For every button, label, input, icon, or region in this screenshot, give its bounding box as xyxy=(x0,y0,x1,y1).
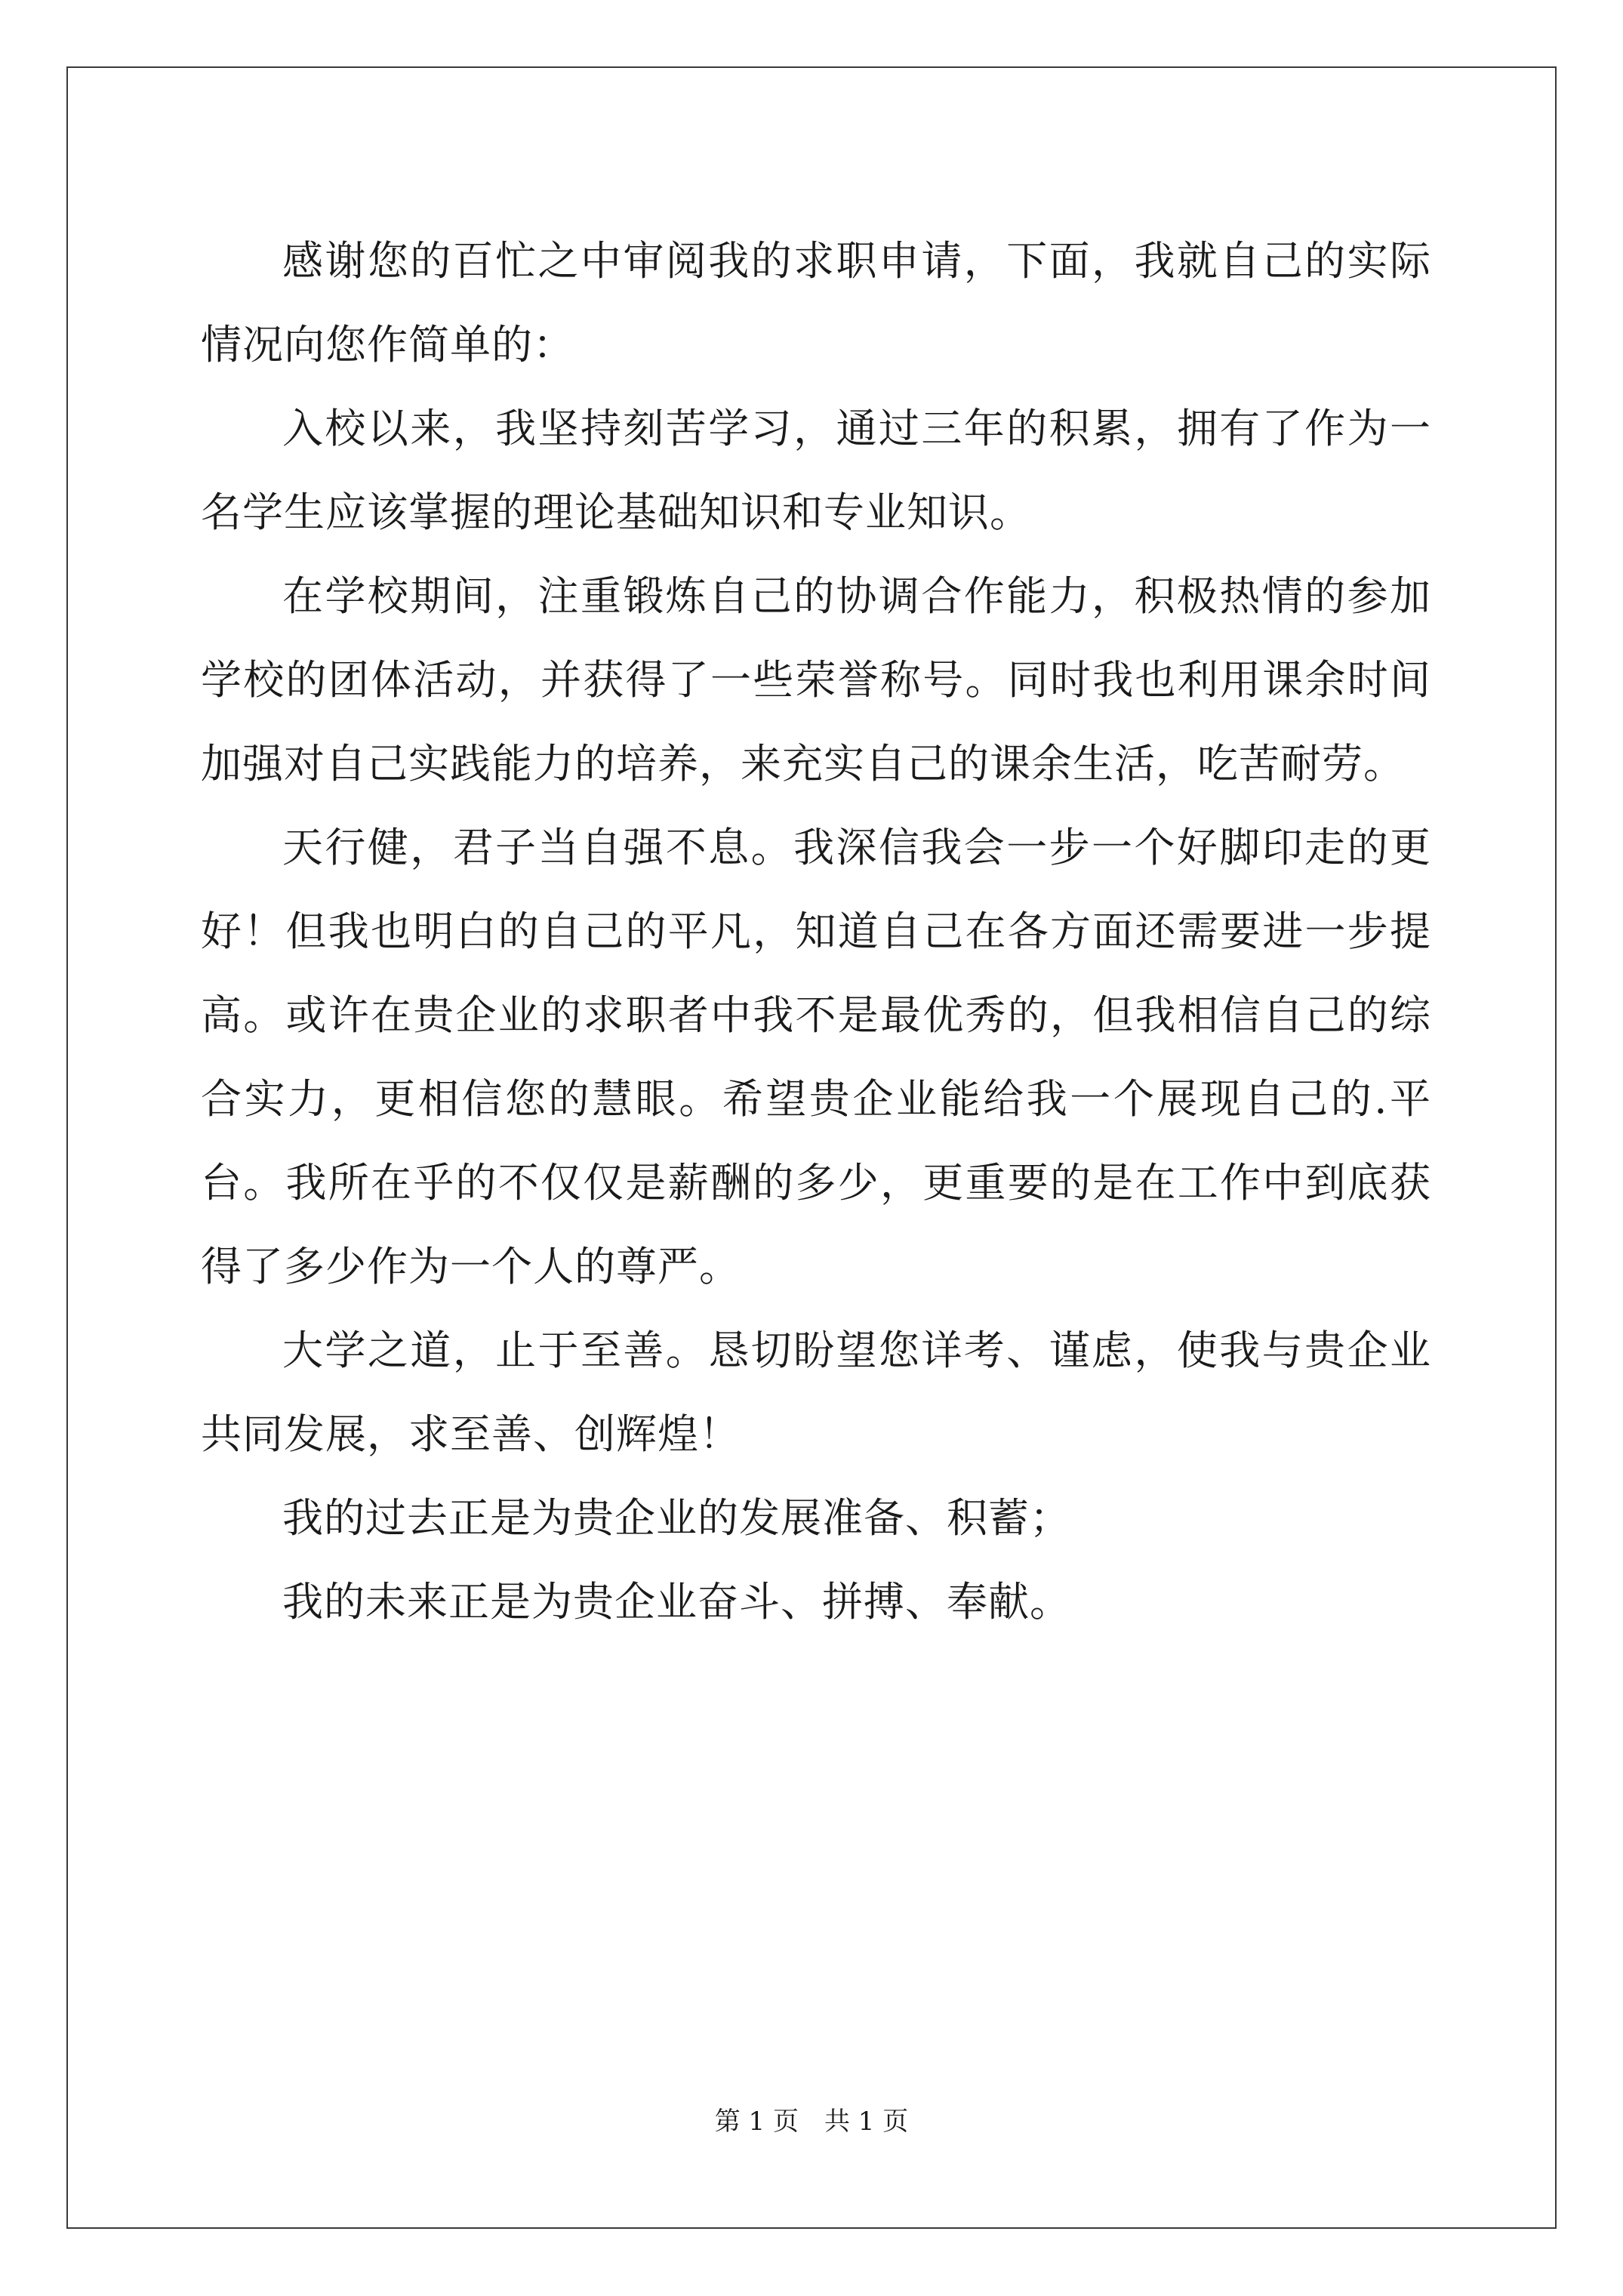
paragraph-2: 入校以来，我坚持刻苦学习，通过三年的积累，拥有了作为一名学生应该掌握的理论基础知识和专业知识。 xyxy=(201,405,1431,536)
paragraph-4: 天行健，君子当自强不息。我深信我会一步一个好脚印走的更好！但我也明白的自己的平凡，知道自己在各方面还需要进一步提高。或许在贵企业的求职者中我不是最优秀的，但我相信自己的综合实力，更相信您的慧眼。希望贵企业能给我一个展现自己的.平台。我所在乎的不仅仅是薪酬的多少，更重要的是在工作中到底获得了多少作为一个人的尊严。 xyxy=(201,824,1431,1290)
page-number-footer: 第 1 页 共 1 页 xyxy=(714,2106,909,2137)
paragraph-7: 我的未来正是为贵企业奋斗、拼搏、奉献。 xyxy=(282,1578,1071,1626)
paragraph-3: 在学校期间，注重锻炼自己的协调合作能力，积极热情的参加学校的团体活动，并获得了一些荣誉称号。同时我也利用课余时间加强对自己实践能力的培养，来充实自己的课余生活，吃苦耐劳。 xyxy=(201,572,1431,787)
document-body xyxy=(201,219,1431,1644)
paragraph-5: 大学之道，止于至善。恳切盼望您详考、谨虑，使我与贵企业共同发展，求至善、创辉煌！ xyxy=(201,1327,1431,1458)
paragraph-6: 我的过去正是为贵企业的发展准备、积蓄； xyxy=(282,1494,1071,1542)
paragraph-1: 感谢您的百忙之中审阅我的求职申请，下面，我就自己的实际情况向您作简单的： xyxy=(201,237,1431,368)
